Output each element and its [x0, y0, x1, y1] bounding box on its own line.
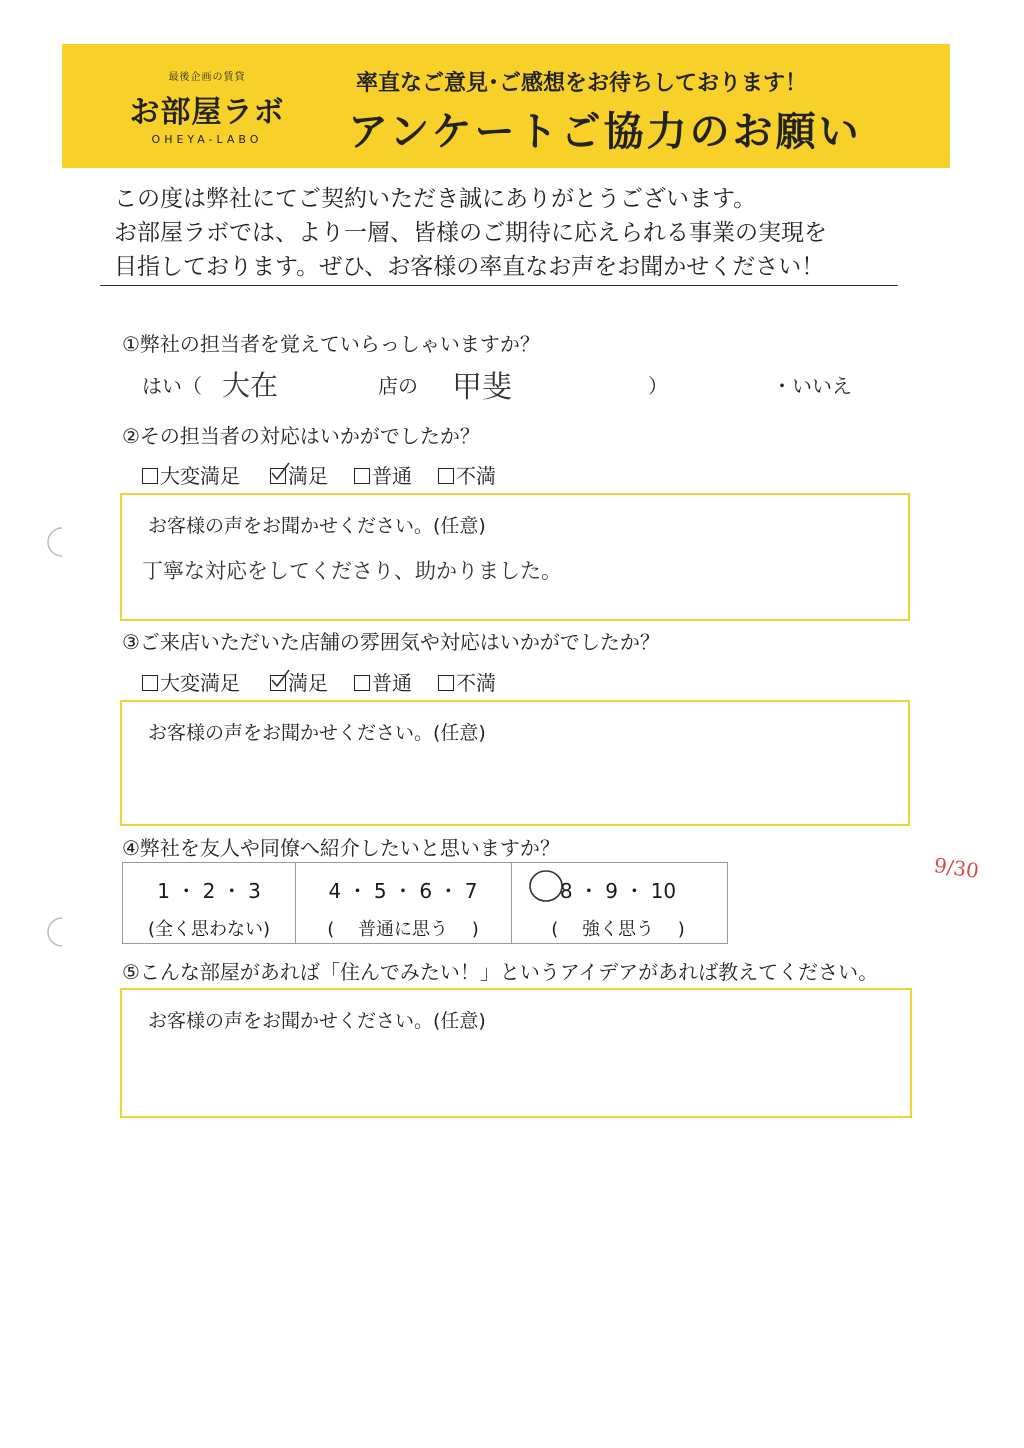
- checkbox[interactable]: [354, 468, 370, 484]
- page-title: アンケートご協力のお願い: [348, 109, 862, 155]
- binder-hole-mark-bottom: [40, 914, 70, 950]
- q3-option-satisfied[interactable]: 満足: [270, 667, 328, 696]
- divider: [100, 285, 898, 286]
- scale-numbers-mid: 4 ・ 5 ・ 6 ・ 7: [328, 879, 478, 903]
- checkbox[interactable]: [354, 675, 370, 691]
- logo-tagline: 最後企画の賃貸: [168, 72, 246, 83]
- scale-caption-low: (全く思わない): [147, 919, 271, 940]
- intro-line-3: 目指しております。ぜひ、お客様の率直なお声をお聞かせください！: [114, 254, 825, 280]
- scale-group-low[interactable]: [123, 863, 296, 943]
- q3-comment-label: お客様の声をお聞かせください。(任意): [148, 722, 486, 744]
- q3-option-normal[interactable]: 普通: [354, 667, 412, 696]
- header-subtitle: 率直なご意見･ご感想をお待ちしております！: [356, 71, 808, 96]
- scale-numbers-low: 1 ・ 2 ・ 3: [157, 879, 261, 903]
- margin-note: 9/30: [932, 852, 981, 884]
- q2-option-normal[interactable]: 普通: [354, 460, 412, 489]
- selection-circle-icon: [526, 868, 566, 904]
- question-3: ③ご来店いただいた店舗の雰囲気や対応はいかがでしたか？: [122, 630, 660, 654]
- question-2: ②その担当者の対応はいかがでしたか？: [122, 424, 480, 448]
- checkbox[interactable]: [142, 468, 158, 484]
- recommend-scale: [122, 862, 728, 944]
- scale-group-mid[interactable]: [295, 863, 512, 943]
- q3-comment-box[interactable]: [120, 700, 910, 826]
- q1-store-label: 店の: [378, 374, 418, 398]
- checkmark-icon: [269, 461, 291, 483]
- q1-no-option: ・いいえ: [772, 374, 852, 398]
- q3-option-dissatisfied[interactable]: 不満: [438, 667, 496, 696]
- q1-yes-label: はい（: [142, 374, 202, 398]
- scale-caption-mid: ( 普通に思う ): [327, 919, 479, 940]
- q5-comment-box[interactable]: [120, 988, 912, 1118]
- q2-comment-box[interactable]: [120, 493, 910, 621]
- checkbox[interactable]: [142, 675, 158, 691]
- question-5: ⑤こんな部屋があれば「住んでみたい！」というアイデアがあれば教えてください。: [122, 960, 879, 984]
- q2-option-very-satisfied[interactable]: 大変満足: [142, 460, 240, 489]
- intro-line-2: お部屋ラボでは、より一層、皆様のご期待に応えられる事業の実現を: [114, 220, 827, 246]
- checkbox-checked[interactable]: [270, 468, 286, 484]
- q2-option-satisfied[interactable]: 満足: [270, 460, 328, 489]
- q2-comment-label: お客様の声をお聞かせください。(任意): [148, 515, 486, 537]
- company-logo: [92, 66, 322, 150]
- question-1: ①弊社の担当者を覚えていらっしゃいますか？: [122, 332, 540, 356]
- checkbox[interactable]: [438, 468, 454, 484]
- scale-numbers-high: 8 ・ 9 ・ 10: [559, 879, 677, 903]
- checkmark-icon: [269, 668, 291, 690]
- q5-comment-label: お客様の声をお聞かせください。(任意): [148, 1010, 486, 1032]
- checkbox[interactable]: [438, 675, 454, 691]
- scale-caption-high: ( 強く思う ): [551, 919, 685, 940]
- q1-handwritten-staff: 大在: [222, 369, 279, 402]
- q2-option-dissatisfied[interactable]: 不満: [438, 460, 496, 489]
- q1-close-paren: ）: [648, 374, 668, 398]
- logo-name: お部屋ラボ: [129, 95, 285, 130]
- binder-hole-mark-top: [40, 524, 70, 560]
- intro-line-1: この度は弊社にてご契約いただき誠にありがとうございます。: [114, 186, 757, 212]
- q1-handwritten-store: 甲斐: [452, 370, 512, 405]
- checkbox-checked[interactable]: [270, 675, 286, 691]
- question-4: ④弊社を友人や同僚へ紹介したいと思いますか？: [122, 836, 560, 860]
- logo-roman: OHEYA-LABO: [151, 133, 263, 146]
- q3-option-very-satisfied[interactable]: 大変満足: [142, 667, 240, 696]
- q2-handwritten-comment: 丁寧な対応をしてくださり、助かりました。: [142, 559, 562, 583]
